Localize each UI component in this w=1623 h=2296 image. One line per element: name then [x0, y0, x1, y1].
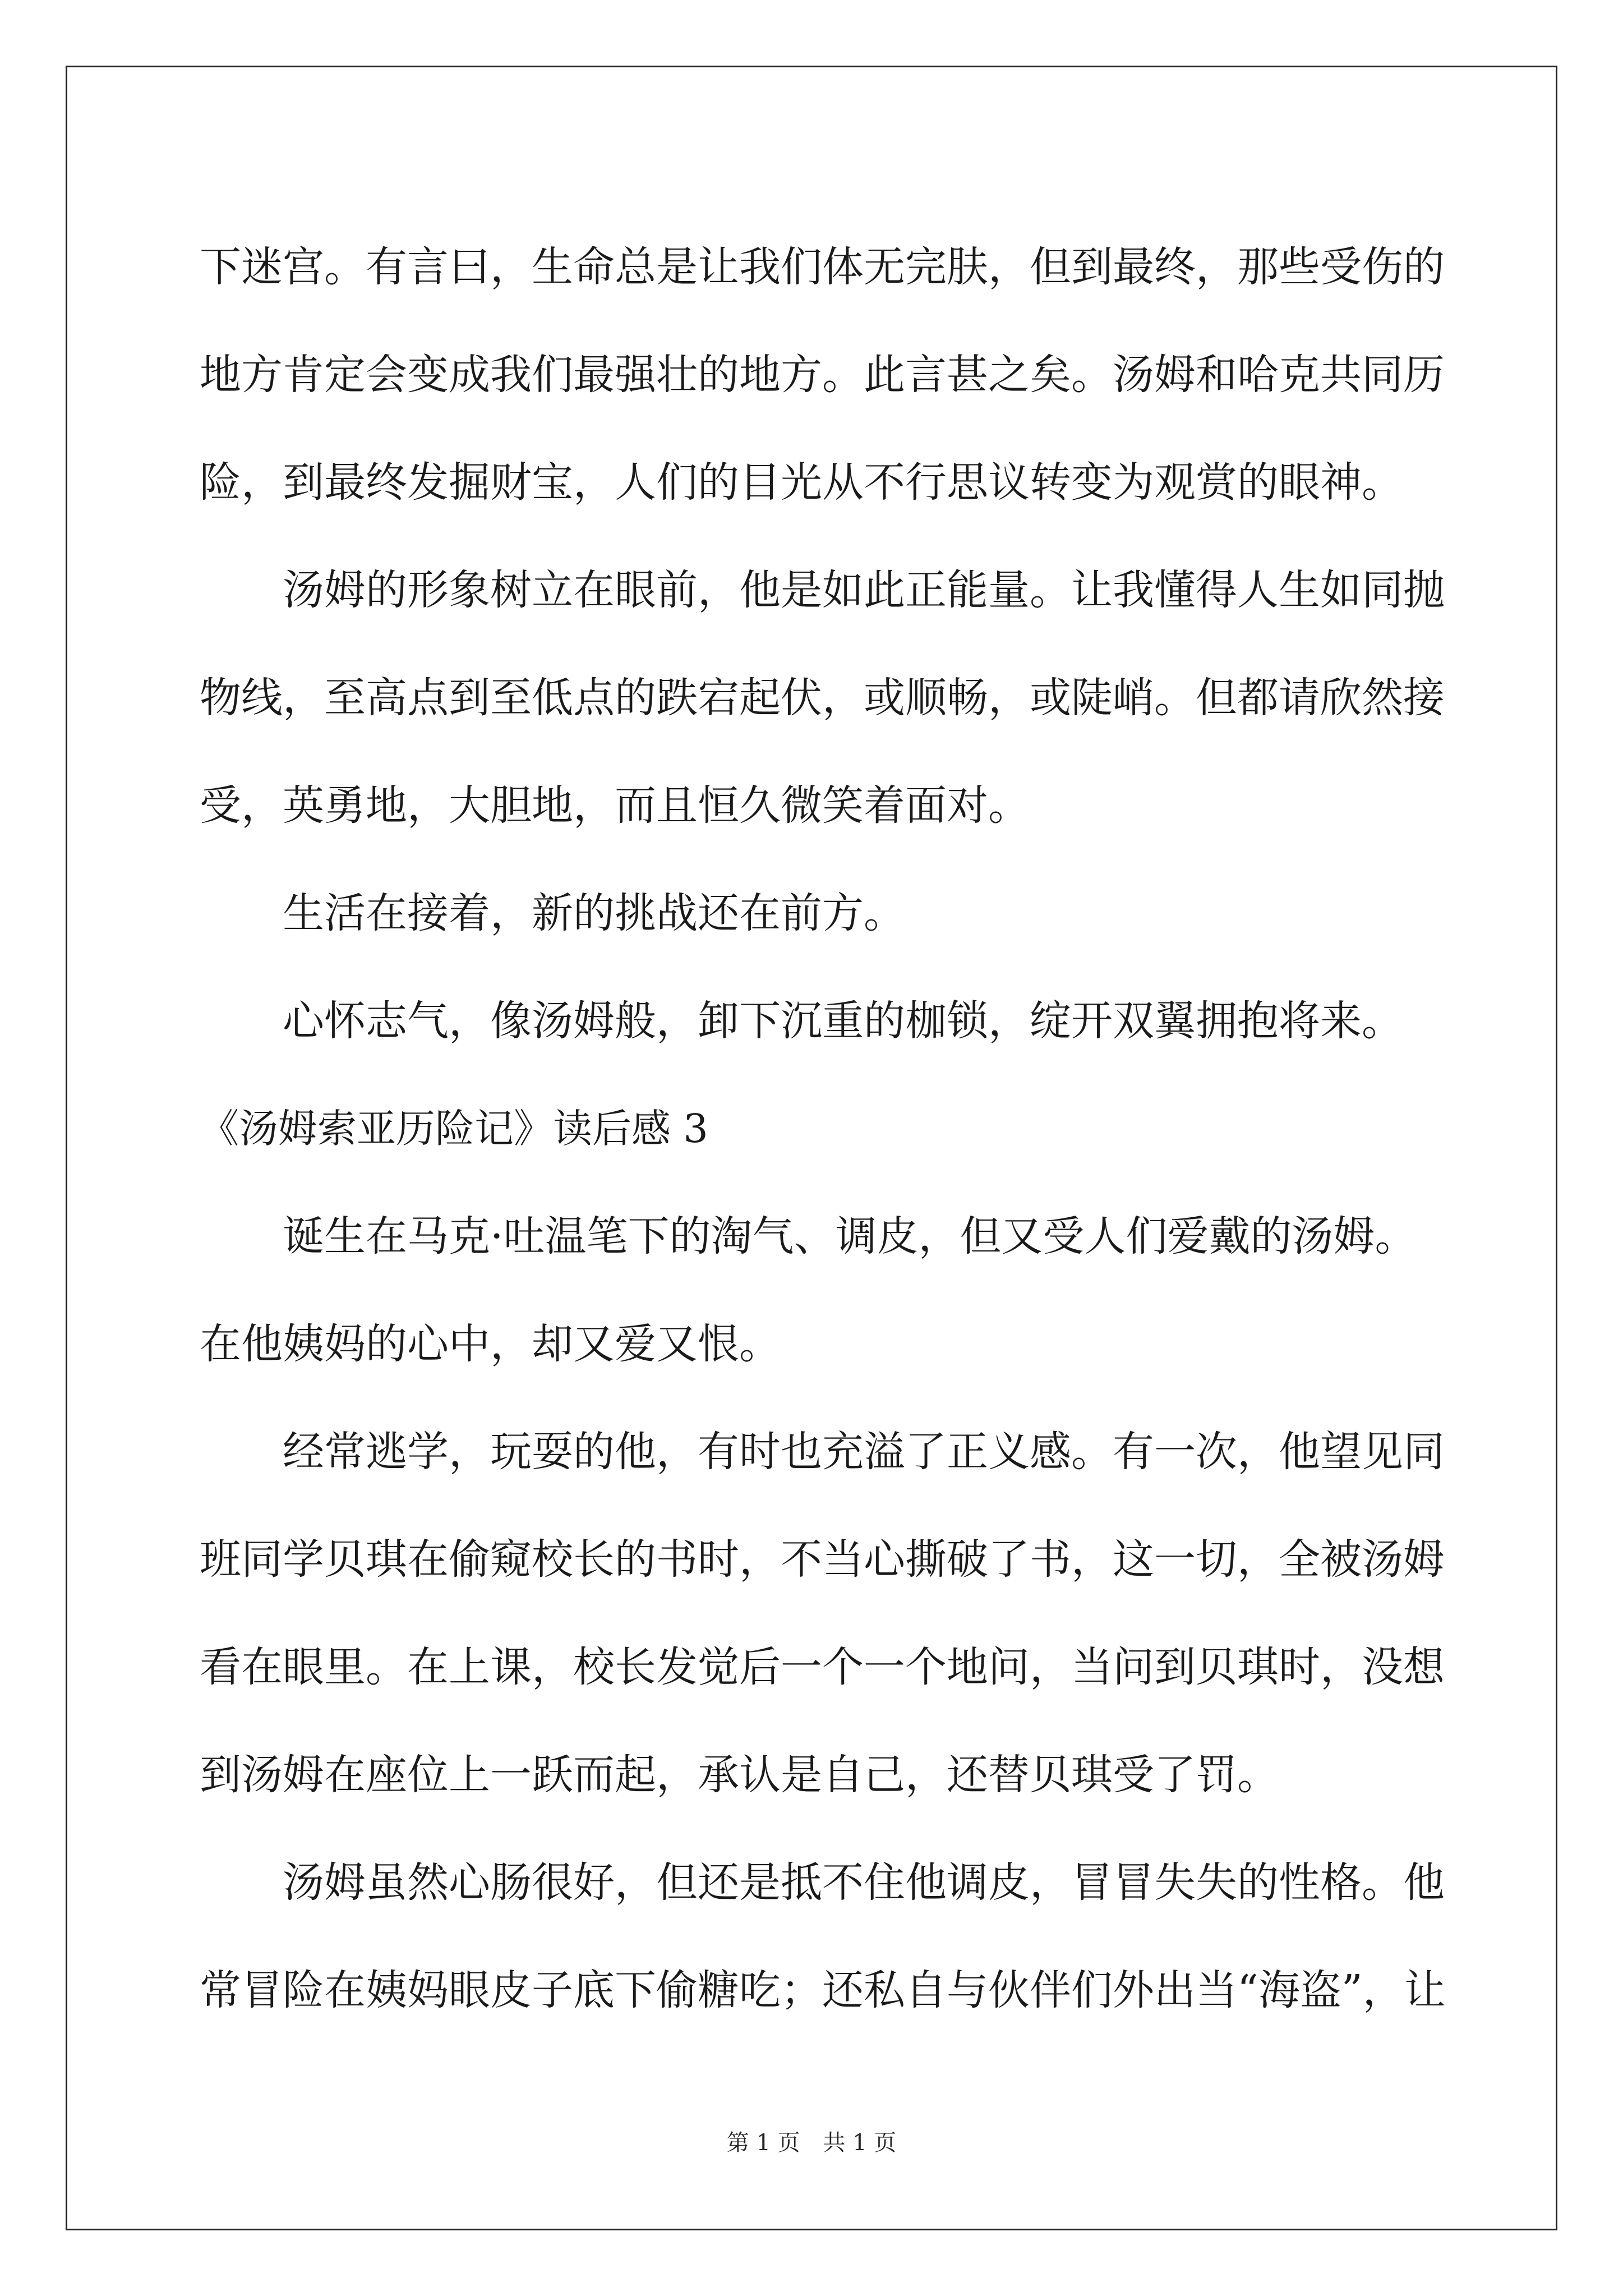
page-total: 共 1 页	[823, 2130, 897, 2156]
paragraph-start-line: 诞生在马克·吐温笔下的淘气、调皮，但又受人们爱戴的汤姆。	[283, 1212, 1417, 1260]
text-line: 险，到最终发掘财宝，人们的目光从不行思议转变为观赏的眼神。	[200, 458, 1403, 507]
text-line: 班同学贝琪在偷窥校长的书时，不当心撕破了书，这一切，全被汤姆	[200, 1535, 1445, 1584]
text-line: 在他姨妈的心中，却又爱又恨。	[200, 1320, 781, 1368]
text-line: 到汤姆在座位上一跃而起，承认是自己，还替贝琪受了罚。	[200, 1751, 1279, 1799]
paragraph-start-line: 汤姆的形象树立在眼前，他是如此正能量。让我懂得人生如同抛	[283, 566, 1445, 614]
paragraph-start-line: 生活在接着，新的挑战还在前方。	[283, 889, 905, 937]
page-number: 第 1 页	[726, 2130, 800, 2156]
text-line: 物线，至高点到至低点的跌宕起伏，或顺畅，或陡峭。但都请欣然接	[200, 674, 1445, 722]
paragraph-start-line: 心怀志气，像汤姆般，卸下沉重的枷锁，绽开双翼拥抱将来。	[283, 997, 1403, 1045]
text-line: 看在眼里。在上课，校长发觉后一个一个地问，当问到贝琪时，没想	[200, 1643, 1445, 1691]
section-title: 《汤姆索亚历险记》读后感 3	[200, 1106, 708, 1152]
text-line: 受，英勇地，大胆地，而且恒久微笑着面对。	[200, 781, 1030, 830]
page-footer	[0, 2126, 1623, 2160]
document-body	[200, 213, 1446, 2044]
text-line: 下迷宫。有言曰，生命总是让我们体无完肤，但到最终，那些受伤的	[200, 243, 1445, 291]
paragraph-start-line: 汤姆虽然心肠很好，但还是抵不住他调皮，冒冒失失的性格。他	[283, 1858, 1445, 1907]
text-line: 地方肯定会变成我们最强壮的地方。此言甚之矣。汤姆和哈克共同历	[200, 351, 1445, 399]
paragraph-start-line: 经常逃学，玩耍的他，有时也充溢了正义感。有一次，他望见同	[283, 1428, 1445, 1476]
text-line: 常冒险在姨妈眼皮子底下偷糖吃；还私自与伙伴们外出当“海盗”，让	[200, 1966, 1446, 2014]
